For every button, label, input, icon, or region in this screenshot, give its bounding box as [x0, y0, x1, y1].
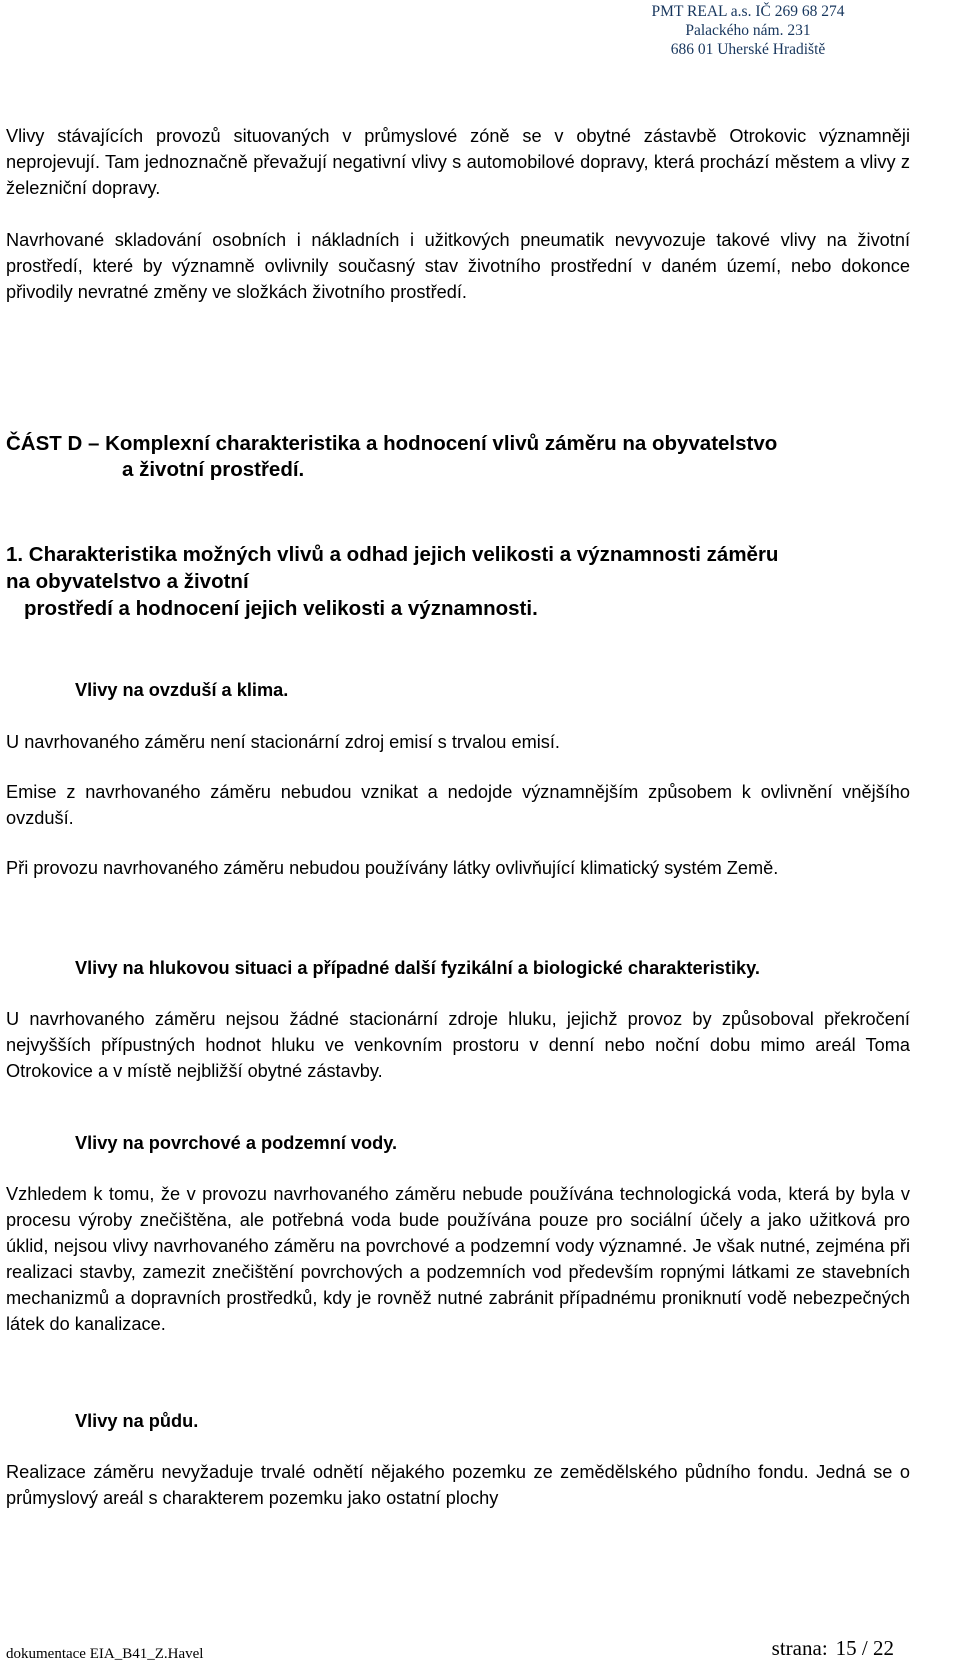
header-street-line: Palackého nám. 231: [685, 22, 811, 39]
section-d-heading-line1: ČÁST D – Komplexní charakteristika a hodnocení vlivů záměru na obyvatelstvo: [6, 432, 778, 455]
section-d-heading: [6, 431, 916, 483]
footer-page-number: [772, 1636, 894, 1660]
soil-heading: Vlivy na půdu.: [75, 1411, 199, 1431]
air-paragraph-3: Při provozu navrhovaného záměru nebudou používány látky ovlivňující klimatický systém Země.: [6, 858, 779, 878]
air-heading: Vlivy na ovzduší a klima.: [75, 680, 289, 700]
paragraph-proposed-storage: Navrhované skladování osobních i nákladních i užitkových pneumatik nevyvozuje takové vlivy na životní prostředí, které by významně ovlivnily současný stav životního prostřední v daném území, nebo dokonce přivodily nevratné změny ve složkách životního prostředí.: [6, 230, 910, 302]
water-heading: Vlivy na povrchové a podzemní vody.: [75, 1133, 398, 1153]
header-city-line: 686 01 Uherské Hradiště: [670, 41, 826, 58]
air-paragraph-1: U navrhovaného záměru není stacionární zdroj emisí s trvalou emisí.: [6, 732, 560, 752]
footer-document-name: dokumentace EIA_B41_Z.Havel: [6, 1646, 204, 1662]
noise-heading: Vlivy na hlukovou situaci a případné další fyzikální a biologické charakteristiky.: [75, 958, 760, 978]
footer-page-value: 15 / 22: [835, 1636, 894, 1660]
noise-paragraph: U navrhovaného záměru nejsou žádné stacionární zdroje hluku, jejichž provoz by způsoboval překročení nejvyšších přípustných hodnot hluku ve venkovním prostoru v denní nebo noční dobu mimo areál Toma Otrokovice a v místě nejbližší obytné zástavby.: [6, 1009, 910, 1081]
paragraph-existing-operations: Vlivy stávajících provozů situovaných v průmyslové zóně se v obytné zástavbě Otrokovic významněji neprojevují. Tam jednoznačně převažují negativní vlivy s automobilové dopravy, která prochází městem a vlivy z železniční dopravy.: [6, 126, 910, 198]
section-1-heading-line2: na obyvatelstvo a životní: [6, 570, 249, 593]
soil-paragraph: Realizace záměru nevyžaduje trvalé odnětí nějakého pozemku ze zemědělského půdního fondu. Jedná se o průmyslový areál s charakterem pozemku jako ostatní plochy: [6, 1462, 910, 1508]
section-d-heading-line2: a životní prostředí.: [122, 458, 305, 481]
section-1-heading: [6, 541, 916, 622]
section-1-heading-line3: prostředí a hodnocení jejich velikosti a významnosti.: [24, 597, 538, 620]
company-header: [598, 2, 898, 59]
air-paragraph-2: Emise z navrhovaného záměru nebudou vznikat a nedojde významnějším způsobem k ovlivnění vnějšího ovzduší.: [6, 782, 910, 828]
footer-page-label: strana:: [771, 1636, 828, 1660]
water-paragraph: Vzhledem k tomu, že v provozu navrhovaného záměru nebude používána technologická voda, která by byla v procesu výroby znečištěna, ale potřebná voda bude používána pouze pro sociální účely a jako užitková pro úklid, nejsou vlivy navrhovaného záměru na povrchové a podzemní vody významné. Je však nutné, zejména při realizaci stavby, zamezit znečištění povrchových a podzemních vod především ropnými látkami ze stavebních mechanizmů a dopravních prostředků, kdy je rovněž nutné zabránit případnému proniknutí vodě nebezpečných látek do kanalizace.: [6, 1184, 910, 1334]
section-1-heading-line1: 1. Charakteristika možných vlivů a odhad jejich velikosti a významnosti záměru: [6, 543, 779, 566]
header-company-line: PMT REAL a.s. IČ 269 68 274: [651, 3, 845, 20]
